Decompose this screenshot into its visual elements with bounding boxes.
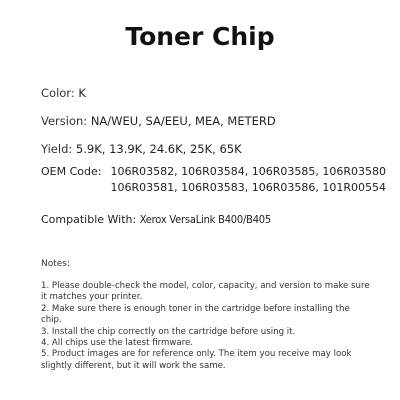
note-item: 2. Make sure there is enough toner in the cartridge before installing the chip. — [41, 303, 350, 326]
color-spec — [41, 86, 86, 101]
oem-code-line: 106R03582, 106R03584, 106R03585, 106R03580 — [110, 165, 387, 178]
oem-code-spec — [41, 164, 386, 196]
notes-list — [41, 281, 371, 372]
version-value: NA/WEU, SA/EEU, MEA, METERD — [90, 114, 276, 128]
color-label: Color: — [41, 86, 75, 100]
compatible-label: Compatible With: — [41, 213, 137, 226]
page-title: Toner Chip — [125, 22, 275, 51]
oem-code-label: OEM Code: — [41, 165, 102, 178]
compatible-spec — [41, 212, 271, 227]
yield-label: Yield: — [41, 142, 73, 156]
version-label: Version: — [41, 114, 88, 128]
compatible-value: Xerox VersaLink B400/B405 — [139, 213, 271, 226]
color-value: K — [78, 86, 86, 100]
oem-code-list — [111, 164, 387, 196]
note-item: 5. Product images are for reference only. The item you receive may look slightly different, but it will work the same. — [41, 349, 352, 371]
note-item: 3. Install the chip correctly on the cartridge before using it. — [41, 326, 296, 337]
note-item: 1. Please double-check the model, color, capacity, and version to make sure it matches your printer. — [41, 281, 370, 303]
version-spec — [41, 114, 276, 129]
notes-heading: Notes: — [41, 259, 71, 269]
yield-spec — [41, 142, 242, 157]
oem-code-line: 106R03581, 106R03583, 106R03586, 101R00554 — [110, 181, 387, 194]
yield-value: 5.9K, 13.9K, 24.6K, 25K, 65K — [75, 142, 242, 156]
note-item: 4. All chips use the latest firmware. — [41, 338, 194, 349]
